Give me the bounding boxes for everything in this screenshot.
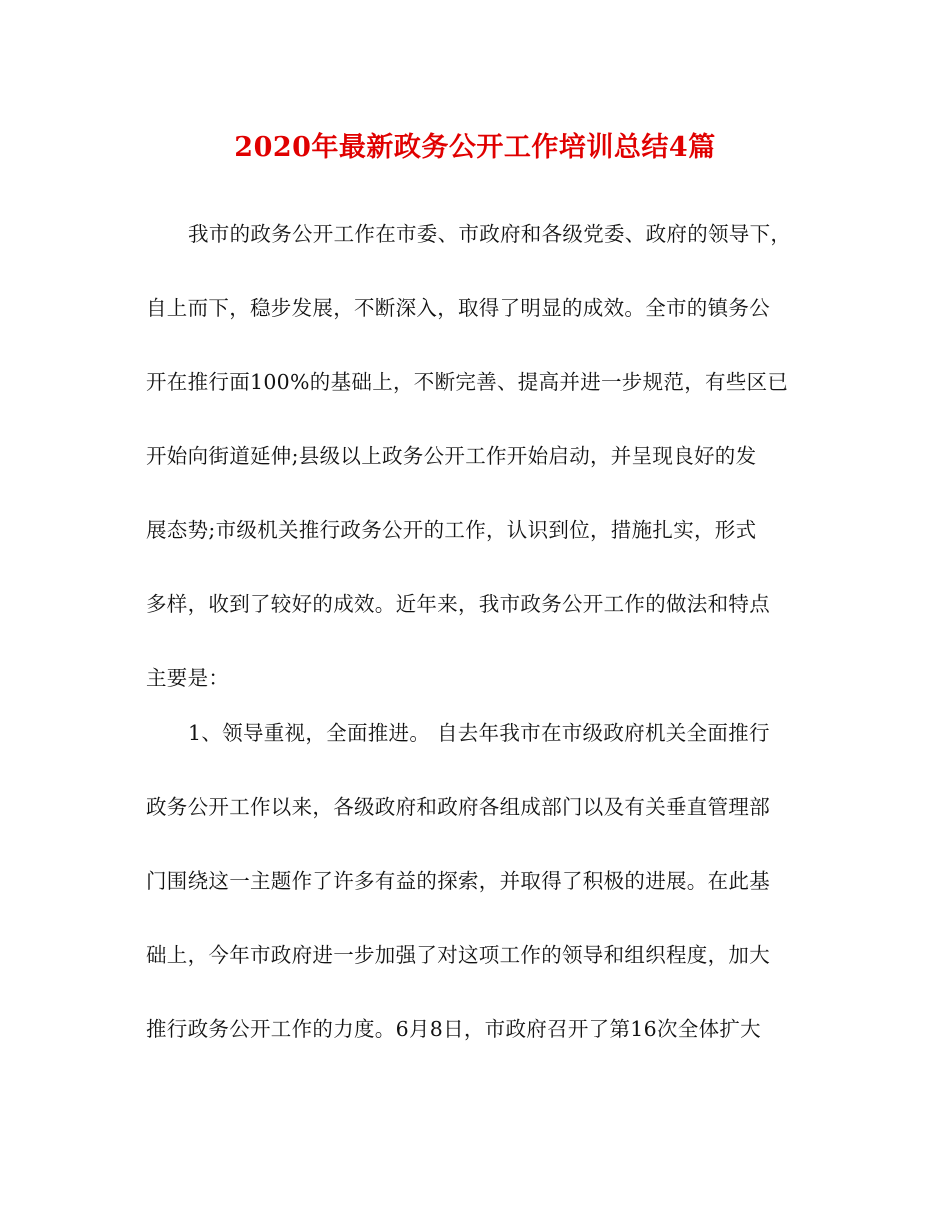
paragraph-line: 门围绕这一主题作了许多有益的探索，并取得了积极的进展。在此基 <box>146 869 770 893</box>
paragraph-line: 政务公开工作以来，各级政府和政府各组成部门以及有关垂直管理部 <box>146 795 770 819</box>
paragraph-line: 础上，今年市政府进一步加强了对这项工作的领导和组织程度，加大 <box>146 943 770 967</box>
paragraph-line: 1、领导重视，全面推进。 自去年我市在市级政府机关全面推行 <box>188 721 770 745</box>
paragraph-line: 开在推行面100%的基础上，不断完善、提高并进一步规范，有些区已 <box>146 370 789 394</box>
paragraph-line: 开始向街道延伸;县级以上政务公开工作开始启动，并呈现良好的发 <box>146 444 757 468</box>
paragraph-line: 自上而下，稳步发展，不断深入，取得了明显的成效。全市的镇务公 <box>146 296 770 320</box>
document-title: 2020年最新政务公开工作培训总结4篇 <box>234 132 716 163</box>
paragraph-line: 展态势;市级机关推行政务公开的工作，认识到位，措施扎实，形式 <box>146 518 757 542</box>
paragraph-line: 多样，收到了较好的成效。近年来，我市政务公开工作的做法和特点 <box>146 592 770 616</box>
paragraph-line: 我市的政务公开工作在市委、市政府和各级党委、政府的领导下， <box>188 222 792 246</box>
paragraph-line: 主要是： <box>146 666 230 690</box>
paragraph-line: 推行政务公开工作的力度。6月8日，市政府召开了第16次全体扩大 <box>146 1017 761 1041</box>
